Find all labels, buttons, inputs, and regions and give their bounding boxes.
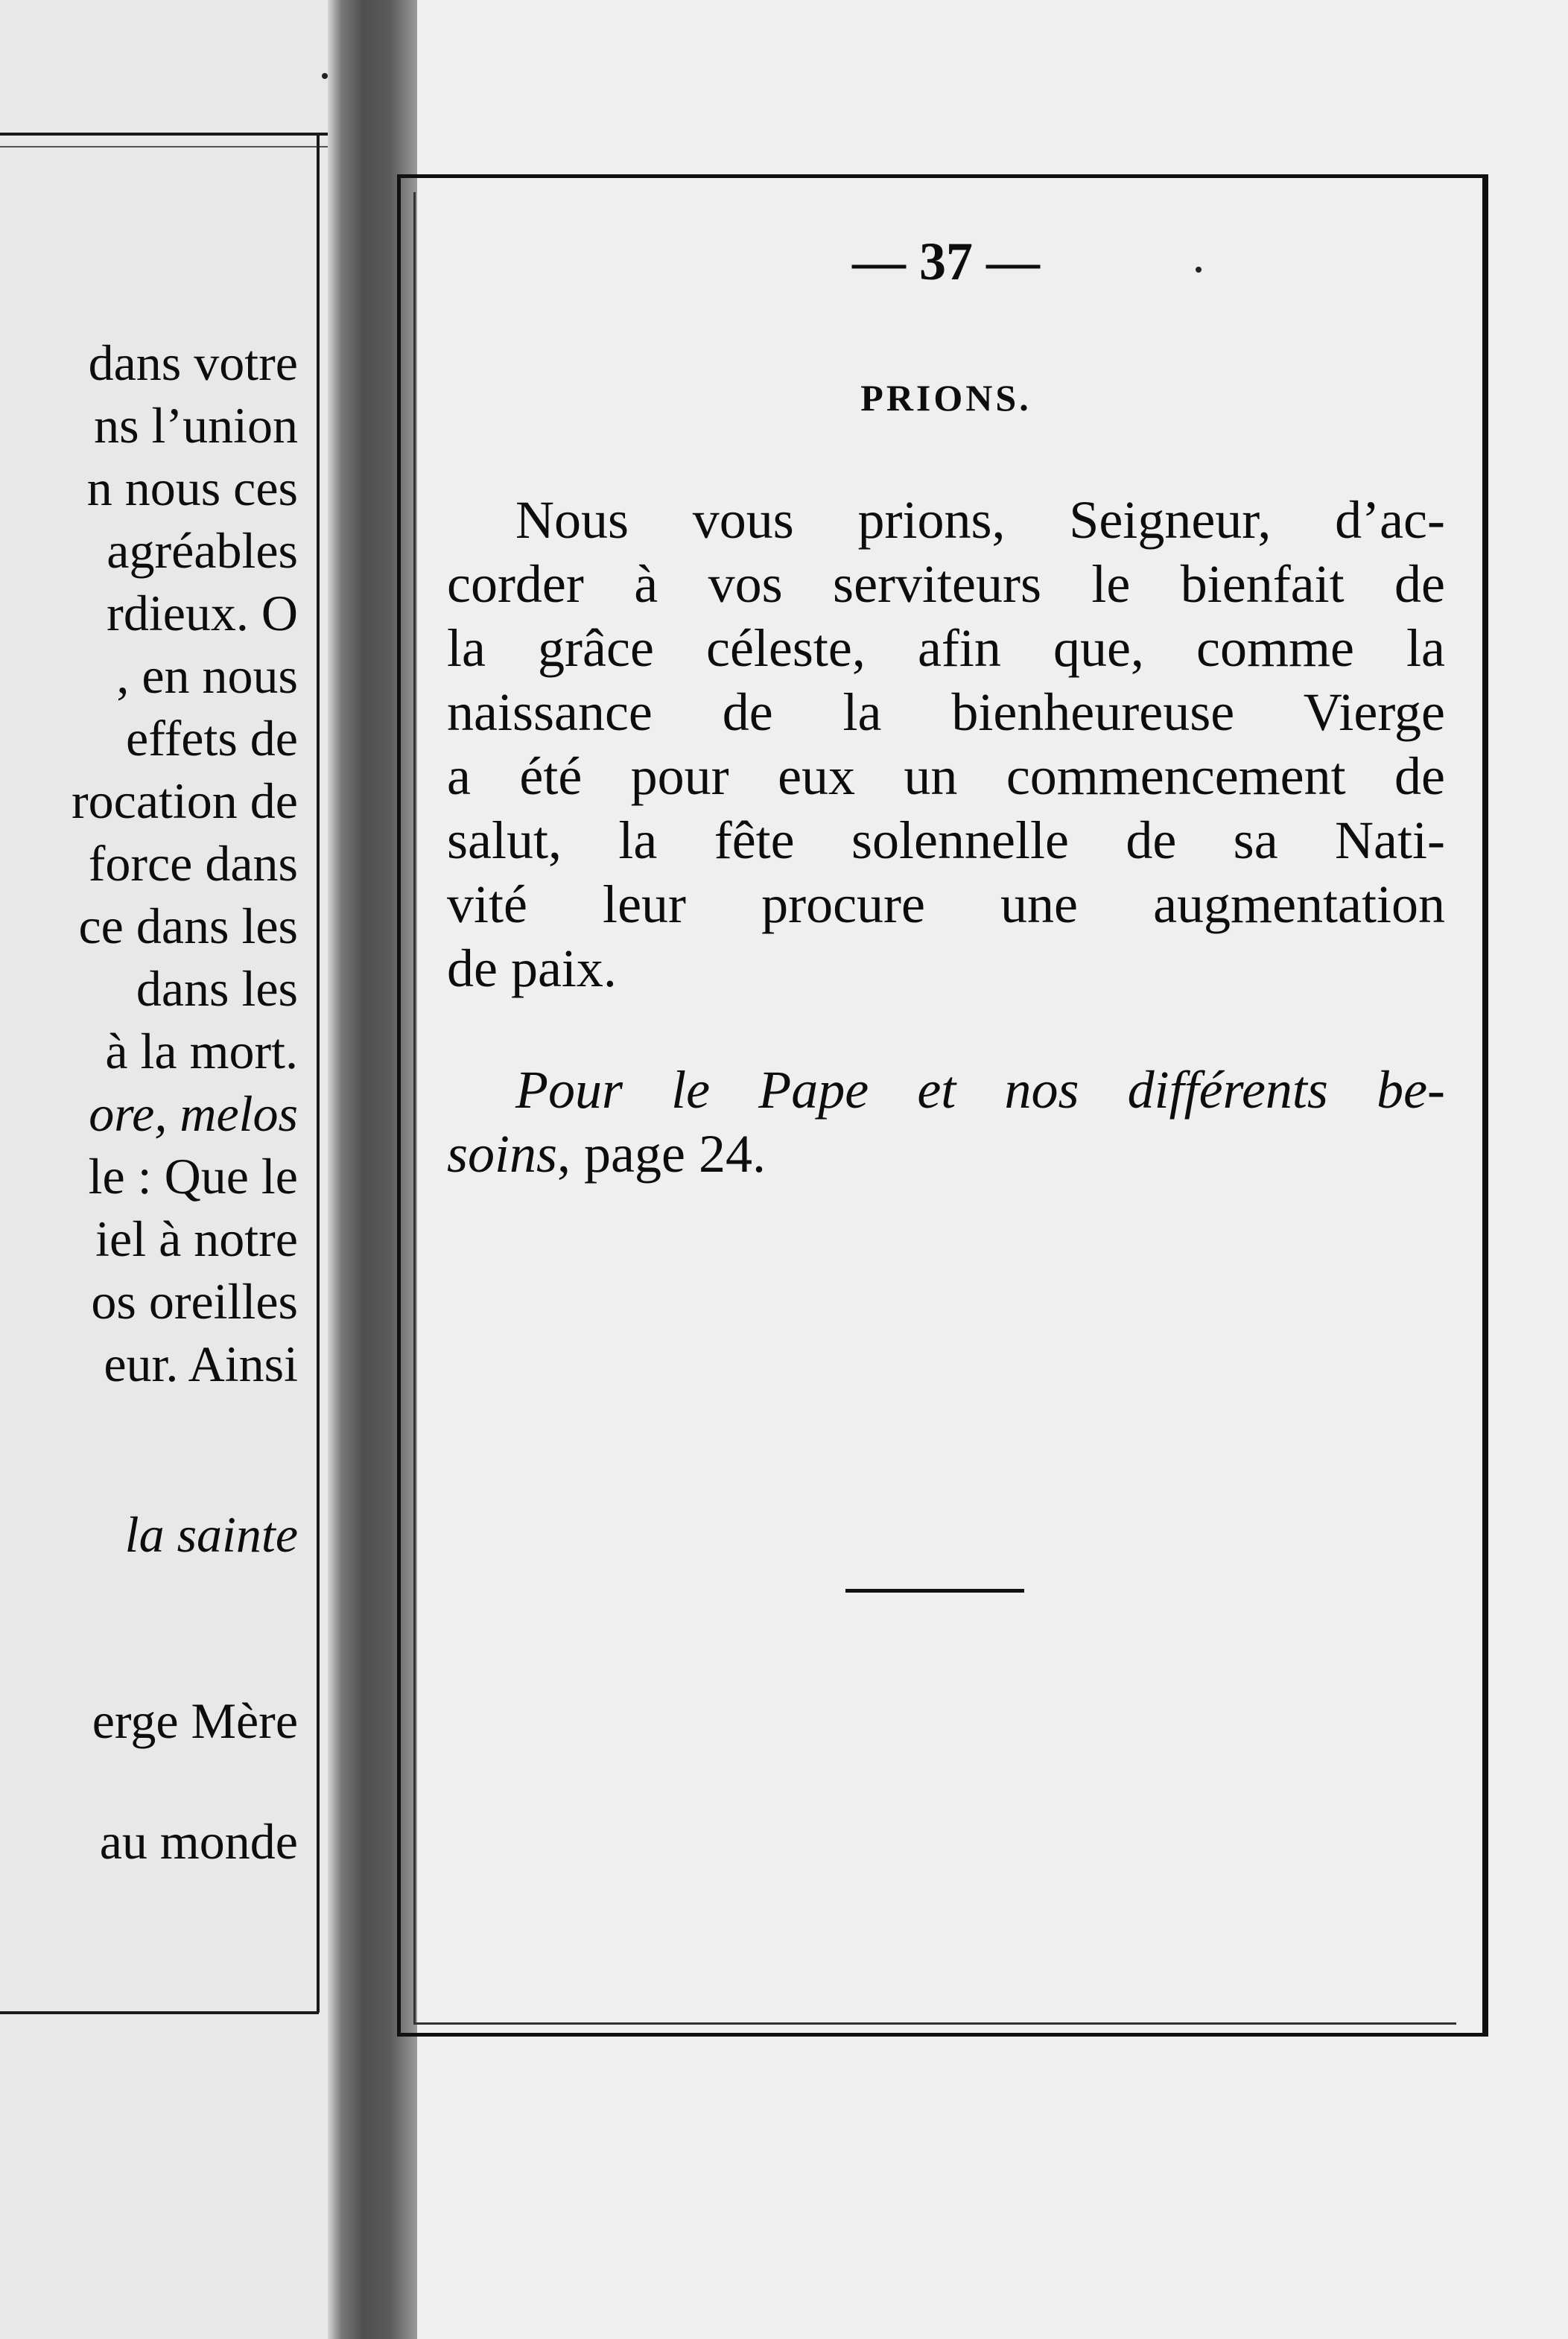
left-text-line: le : Que le	[88, 1148, 298, 1205]
paragraph-line: a été pour eux un commencement de	[447, 746, 1445, 806]
left-text-line: rocation de	[72, 772, 298, 829]
left-page	[0, 0, 358, 2339]
left-text-line: agréables	[107, 522, 298, 579]
left-text-line: la sainte	[124, 1506, 298, 1563]
closing-rule	[845, 1589, 1024, 1593]
paragraph-line: naissance de la bienheureuse Vierge	[447, 682, 1445, 742]
left-text-line: erge Mère	[92, 1692, 298, 1749]
left-text-line: au monde	[99, 1813, 298, 1870]
left-text-line: n nous ces	[86, 460, 298, 516]
left-text-line: à la mort.	[105, 1023, 298, 1079]
left-text-line: effets de	[126, 710, 298, 767]
ink-speck	[322, 73, 328, 79]
left-text-line: ore, melos	[89, 1085, 298, 1142]
note-line: Pour le Pape et nos différents be-	[515, 1060, 1445, 1120]
ink-speck	[1196, 267, 1202, 273]
left-frame-right-rule	[317, 136, 320, 2013]
left-text-line: , en nous	[116, 647, 298, 704]
page-number: — 37 —	[852, 232, 1040, 291]
paragraph-line: salut, la fête solennelle de sa Nati-	[447, 810, 1445, 870]
left-frame-top-rule-thin	[0, 146, 328, 147]
note-page-ref: , page 24.	[557, 1124, 766, 1184]
left-text-line: force dans	[88, 835, 298, 892]
left-frame-bottom-rule	[0, 2011, 319, 2014]
note-line-2	[447, 1122, 1445, 1186]
left-text-line: iel à notre	[95, 1210, 298, 1267]
note-italic-word: soins	[447, 1124, 558, 1184]
paragraph-line: la grâce céleste, afin que, comme la	[447, 618, 1445, 678]
left-text-line: dans votre	[88, 334, 298, 391]
section-heading: PRIONS.	[860, 377, 1032, 419]
left-text-line: dans les	[136, 960, 298, 1017]
paragraph-line: de paix.	[447, 939, 617, 998]
left-text-line: ns l’union	[94, 397, 298, 454]
left-text-line: os oreilles	[91, 1273, 298, 1330]
paragraph-line: vité leur procure une augmentation	[447, 875, 1445, 934]
left-text-line: ce dans les	[78, 898, 298, 954]
left-text-line: eur. Ainsi	[104, 1336, 298, 1392]
left-frame-top-rule	[0, 133, 328, 136]
left-text-line: rdieux. O	[107, 585, 298, 641]
paragraph-line: corder à vos serviteurs le bienfait de	[447, 554, 1445, 614]
paragraph-line: Nous vous prions, Seigneur, d’ac-	[515, 490, 1445, 550]
